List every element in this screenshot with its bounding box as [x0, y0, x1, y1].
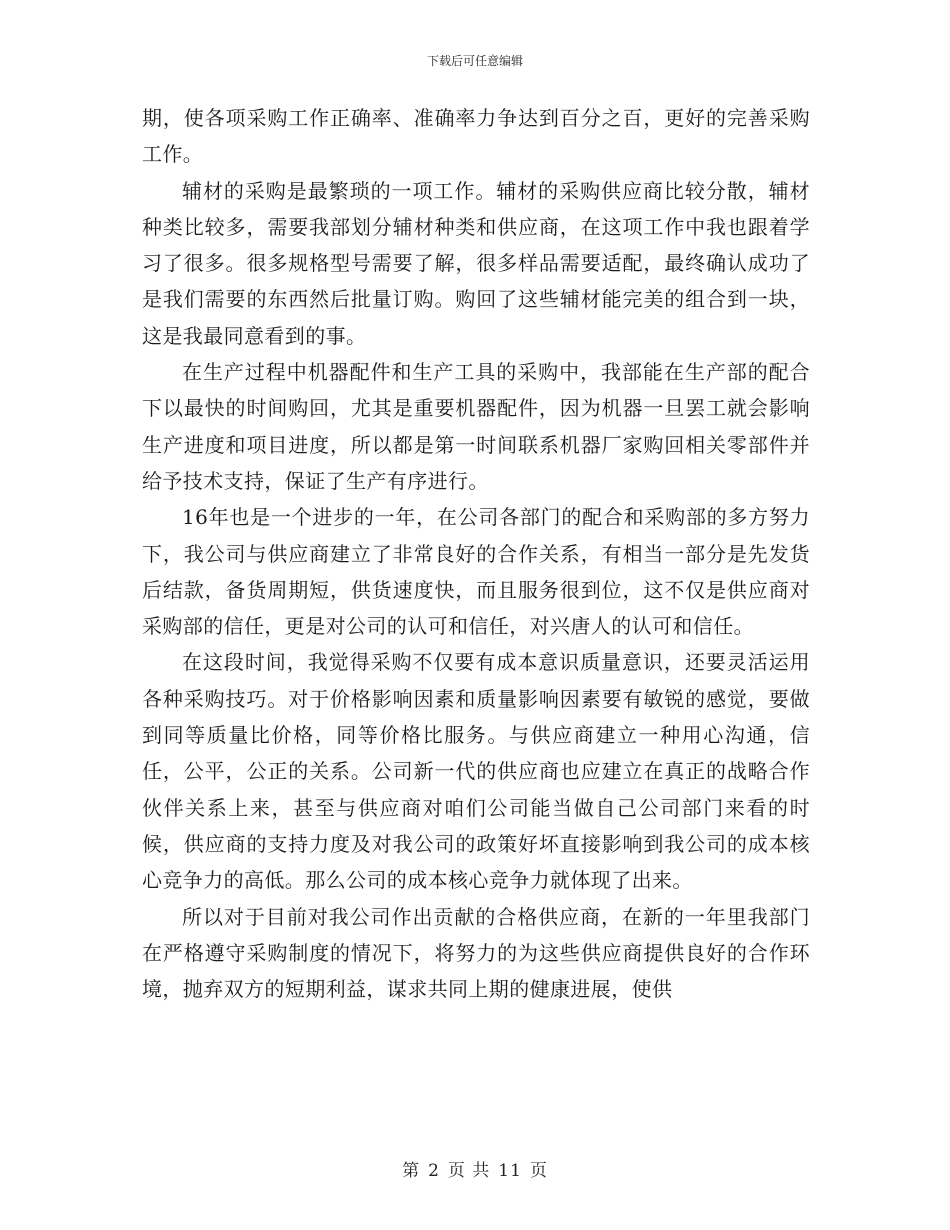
paragraph-1: 期，使各项采购工作正确率、准确率力争达到百分之百，更好的完善采购工作。: [142, 106, 810, 167]
page-header: 下载后可任意编辑: [426, 54, 523, 68]
footer-middle: 页 共: [447, 1161, 491, 1181]
paragraph-3: 在生产过程中机器配件和生产工具的采购中，我部能在生产部的配合下以最快的时间购回，尤其是重要机器配件，因为机器一旦罢工就会影响生产进度和项目进度，所以都是第一时间联系机器厂家购回相关零部件并给予技术支持，保证了生产有序进行。: [142, 360, 810, 493]
document-body: [142, 100, 810, 1007]
footer-page-number: 2: [428, 1161, 440, 1181]
footer-suffix: 页: [529, 1161, 548, 1181]
paragraph-2: 辅材的采购是最繁琐的一项工作。辅材的采购供应商比较分散，辅材种类比较多，需要我部划分辅材种类和供应商，在这项工作中我也跟着学习了很多。很多规格型号需要了解，很多样品需要适配，最终确认成功了是我们需要的东西然后批量订购。购回了这些辅材能完美的组合到一块，这是我最同意看到的事。: [142, 178, 810, 348]
page-footer: [0, 1156, 950, 1181]
footer-total-pages: 11: [498, 1161, 522, 1181]
paragraph-4: 16年也是一个进步的一年，在公司各部门的配合和采购部的多方努力下，我公司与供应商建立了非常良好的合作关系，有相当一部分是先发货后结款，备货周期短，供货速度快，而且服务很到位，这不仅是供应商对采购部的信任，更是对公司的认可和信任，对兴唐人的认可和信任。: [142, 505, 810, 639]
footer-prefix: 第: [402, 1161, 421, 1181]
paragraph-6: 所以对于目前对我公司作出贡献的合格供应商，在新的一年里我部门在严格遵守采购制度的情况下，将努力的为这些供应商提供良好的合作环境，抛弃双方的短期利益，谋求共同上期的健康进展，使供: [142, 904, 810, 1002]
paragraph-5: 在这段时间，我觉得采购不仅要有成本意识质量意识，还要灵活运用各种采购技巧。对于价格影响因素和质量影响因素要有敏锐的感觉，要做到同等质量比价格，同等价格比服务。与供应商建立一种用心沟通，信任，公平，公正的关系。公司新一代的供应商也应建立在真正的战略合作伙伴关系上来，甚至与供应商对咱们公司能当做自己公司部门来看的时候，供应商的支持力度及对我公司的政策好坏直接影响到我公司的成本核心竞争力的高低。那么公司的成本核心竞争力就体现了出来。: [142, 650, 810, 893]
